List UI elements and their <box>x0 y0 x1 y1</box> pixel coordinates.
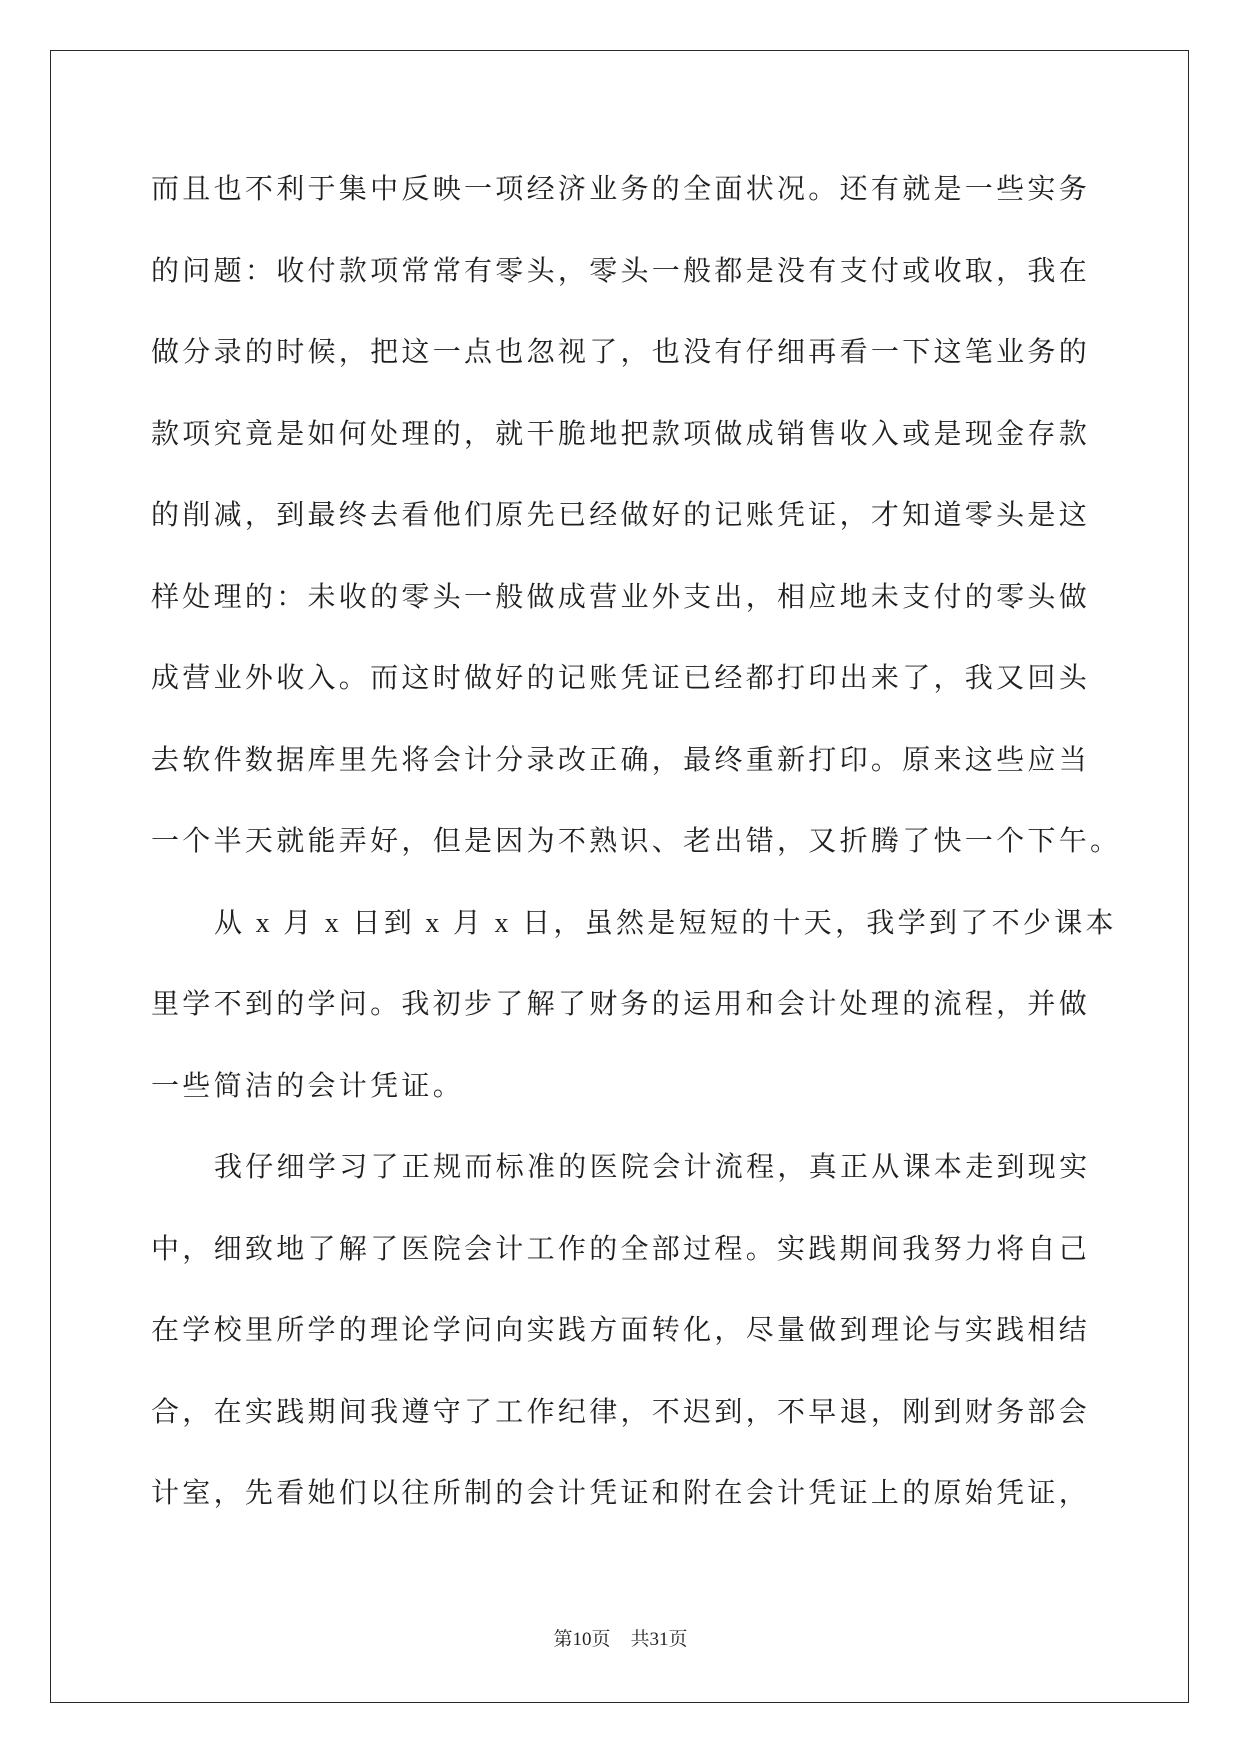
page-number: 第10页 <box>553 1629 611 1650</box>
text-line: 在学校里所学的理论学问向实践方面转化，尽量做到理论与实践相结 <box>151 1315 1091 1346</box>
text-line: 一个半天就能弄好，但是因为不熟识、老出错，又折腾了快一个下午。 <box>151 826 1122 857</box>
text-line: 的削减，到最终去看他们原先已经做好的记账凭证，才知道零头是这 <box>151 500 1091 531</box>
text-line: 一些简洁的会计凭证。 <box>151 1070 465 1102</box>
text-line: 计室，先看她们以往所制的会计凭证和附在会计凭证上的原始凭证， <box>151 1478 1091 1509</box>
page-footer <box>0 1626 1241 1654</box>
text-line: 中，细致地了解了医院会计工作的全部过程。实践期间我努力将自己 <box>151 1233 1091 1265</box>
page-total: 共31页 <box>630 1629 688 1650</box>
text-line: 的问题：收付款项常常有零头，零头一般都是没有支付或收取，我在 <box>151 255 1091 287</box>
paragraph-start-line: 我仔细学习了正规而标准的医院会计流程，真正从课本走到现实 <box>214 1152 1091 1183</box>
text-line: 样处理的：未收的零头一般做成营业外支出，相应地未支付的零头做 <box>151 581 1091 613</box>
text-line: 款项究竟是如何处理的，就干脆地把款项做成销售收入或是现金存款 <box>151 418 1091 450</box>
text-line: 合，在实践期间我遵守了工作纪律，不迟到，不早退，刚到财务部会 <box>151 1396 1091 1428</box>
paragraph-start-line: 从 x 月 x 日到 x 月 x 日，虽然是短短的十天，我学到了不少课本 <box>214 907 1117 939</box>
text-line: 里学不到的学问。我初步了解了财务的运用和会计处理的流程，并做 <box>151 989 1091 1020</box>
text-line: 而且也不利于集中反映一项经济业务的全面状况。还有就是一些实务 <box>151 174 1091 205</box>
text-line: 做分录的时候，把这一点也忽视了，也没有仔细再看一下这笔业务的 <box>151 337 1091 368</box>
page-body <box>151 149 1151 1535</box>
text-line: 去软件数据库里先将会计分录改正确，最终重新打印。原来这些应当 <box>151 744 1091 776</box>
text-line: 成营业外收入。而这时做好的记账凭证已经都打印出来了，我又回头 <box>151 663 1091 694</box>
